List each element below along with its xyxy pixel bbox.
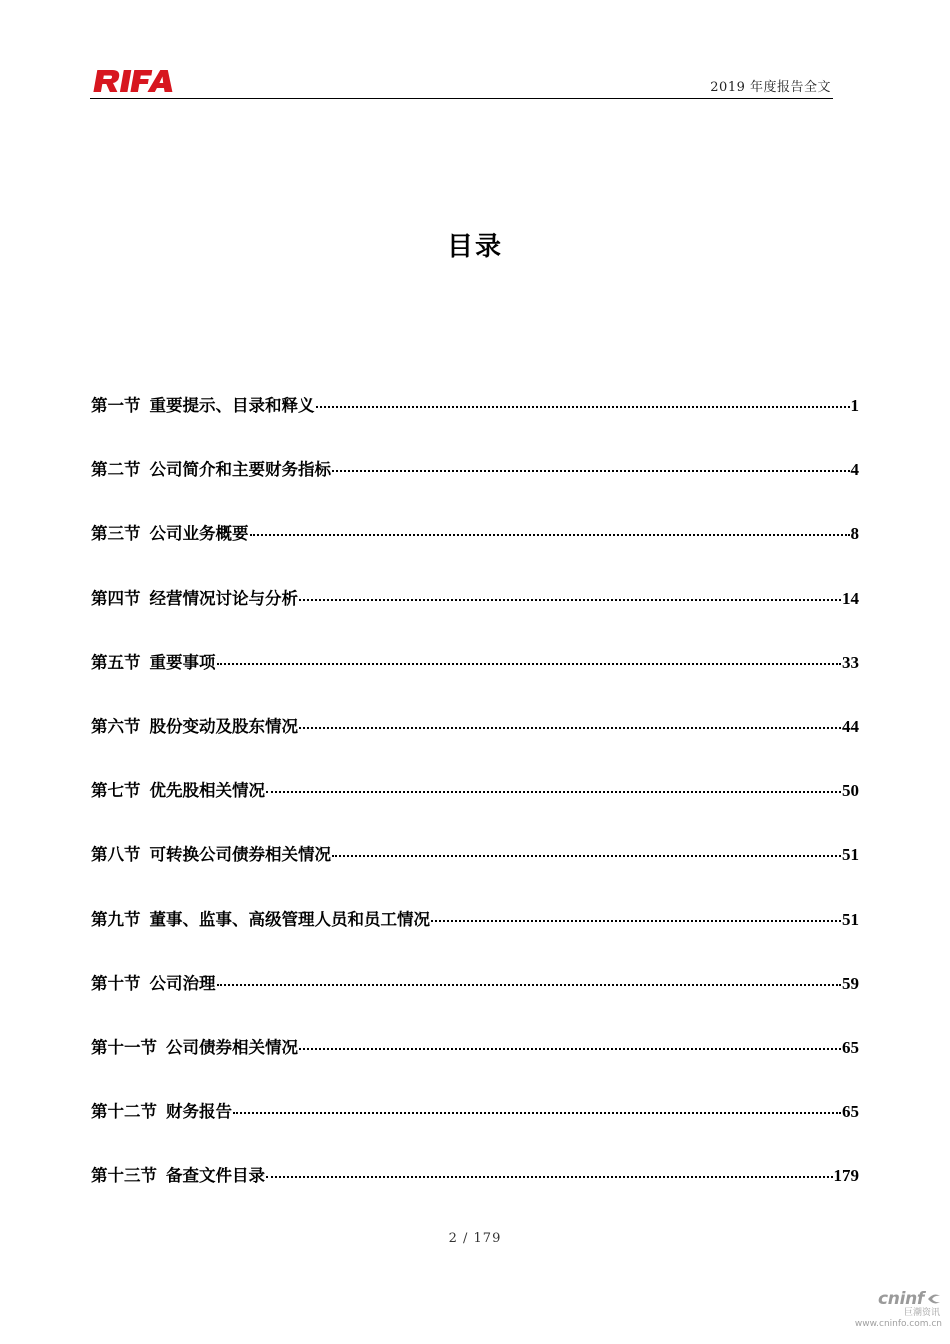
toc-section-number: 第四节 — [91, 588, 141, 608]
page-number-indicator: 2 / 179 — [448, 1231, 502, 1246]
watermark-brand — [832, 1290, 942, 1308]
toc-entry[interactable] — [91, 841, 859, 905]
toc-dot-leader — [299, 727, 841, 729]
toc-dot-leader — [299, 1048, 841, 1050]
toc-entry[interactable] — [91, 777, 859, 841]
page-title: 目录 — [446, 232, 503, 262]
toc-page-number: 179 — [833, 1166, 859, 1186]
toc-entry[interactable] — [91, 520, 859, 584]
toc-page-number: 59 — [842, 973, 859, 993]
toc-section-title: 公司治理 — [149, 973, 216, 993]
toc-entry[interactable] — [91, 970, 859, 1034]
toc-dot-leader — [316, 406, 850, 408]
toc-dot-leader — [332, 470, 850, 472]
toc-section-title: 优先股相关情况 — [149, 781, 265, 801]
toc-page-number: 65 — [842, 1037, 859, 1057]
watermark-cn-name: 巨潮资讯 — [903, 1308, 940, 1318]
toc-section-title: 重要提示、目录和释义 — [149, 396, 315, 415]
toc-entry[interactable] — [91, 1162, 859, 1226]
toc-section-number: 第七节 — [91, 781, 141, 801]
swirl-icon — [926, 1292, 942, 1306]
toc-section-number: 第三节 — [91, 524, 141, 544]
toc-dot-leader — [431, 920, 841, 922]
toc-entry[interactable] — [91, 585, 859, 649]
toc-dot-leader — [217, 663, 842, 665]
toc-section-title: 公司债券相关情况 — [166, 1037, 298, 1057]
toc-page-number: 8 — [850, 524, 859, 544]
toc-dot-leader — [299, 599, 841, 601]
toc-section-title: 股份变动及股东情况 — [149, 716, 298, 736]
toc-page-number: 65 — [842, 1102, 859, 1122]
toc-section-title: 财务报告 — [166, 1102, 232, 1122]
toc-entry[interactable] — [91, 649, 859, 713]
toc-entry[interactable] — [91, 456, 859, 520]
toc-page-number: 51 — [842, 845, 859, 865]
toc-entry[interactable] — [91, 1098, 859, 1162]
toc-page-number: 33 — [842, 652, 859, 672]
toc-section-title: 公司业务概要 — [149, 524, 249, 544]
toc-entry[interactable] — [91, 906, 859, 970]
toc-dot-leader — [233, 1112, 841, 1114]
toc-section-title: 经营情况讨论与分析 — [149, 588, 298, 608]
toc-entry[interactable] — [91, 713, 859, 777]
watermark-brand-text: cninf — [877, 1289, 924, 1309]
toc-section-title: 公司简介和主要财务指标 — [149, 460, 331, 480]
toc-entry[interactable] — [91, 1034, 859, 1098]
toc-page-number: 51 — [842, 909, 859, 929]
toc-page-number: 1 — [850, 396, 859, 415]
report-title: 2019 年度报告全文 — [710, 80, 831, 95]
toc-page-number: 14 — [842, 588, 859, 608]
toc-dot-leader — [332, 855, 841, 857]
toc-section-number: 第一节 — [91, 396, 141, 415]
toc-section-number: 第九节 — [91, 909, 141, 929]
rifa-logo — [92, 66, 184, 94]
toc-dot-leader — [266, 791, 841, 793]
toc-section-title: 董事、监事、高级管理人员和员工情况 — [149, 909, 430, 929]
toc-section-title: 可转换公司债券相关情况 — [149, 845, 331, 865]
toc-page-number: 44 — [842, 716, 859, 736]
cninfo-watermark — [832, 1290, 942, 1338]
toc-dot-leader — [266, 1176, 833, 1178]
toc-section-number: 第八节 — [91, 845, 141, 865]
page-header — [90, 62, 833, 99]
toc-section-number: 第十一节 — [91, 1037, 157, 1057]
toc-entry[interactable] — [91, 392, 859, 456]
toc-dot-leader — [250, 534, 850, 536]
toc-section-number: 第六节 — [91, 716, 141, 736]
table-of-contents — [91, 392, 859, 1226]
toc-section-title: 重要事项 — [149, 652, 216, 672]
toc-page-number: 4 — [850, 460, 859, 480]
toc-section-number: 第十二节 — [91, 1102, 157, 1122]
toc-section-number: 第五节 — [91, 652, 141, 672]
toc-section-number: 第十节 — [91, 973, 141, 993]
toc-section-number: 第十三节 — [91, 1166, 157, 1186]
toc-page-number: 50 — [842, 781, 859, 801]
rifa-logo-graphic — [92, 66, 184, 94]
toc-section-title: 备查文件目录 — [166, 1166, 265, 1186]
toc-section-number: 第二节 — [91, 460, 141, 480]
watermark-url: www.cninfo.com.cn — [854, 1319, 942, 1329]
toc-dot-leader — [217, 984, 842, 986]
